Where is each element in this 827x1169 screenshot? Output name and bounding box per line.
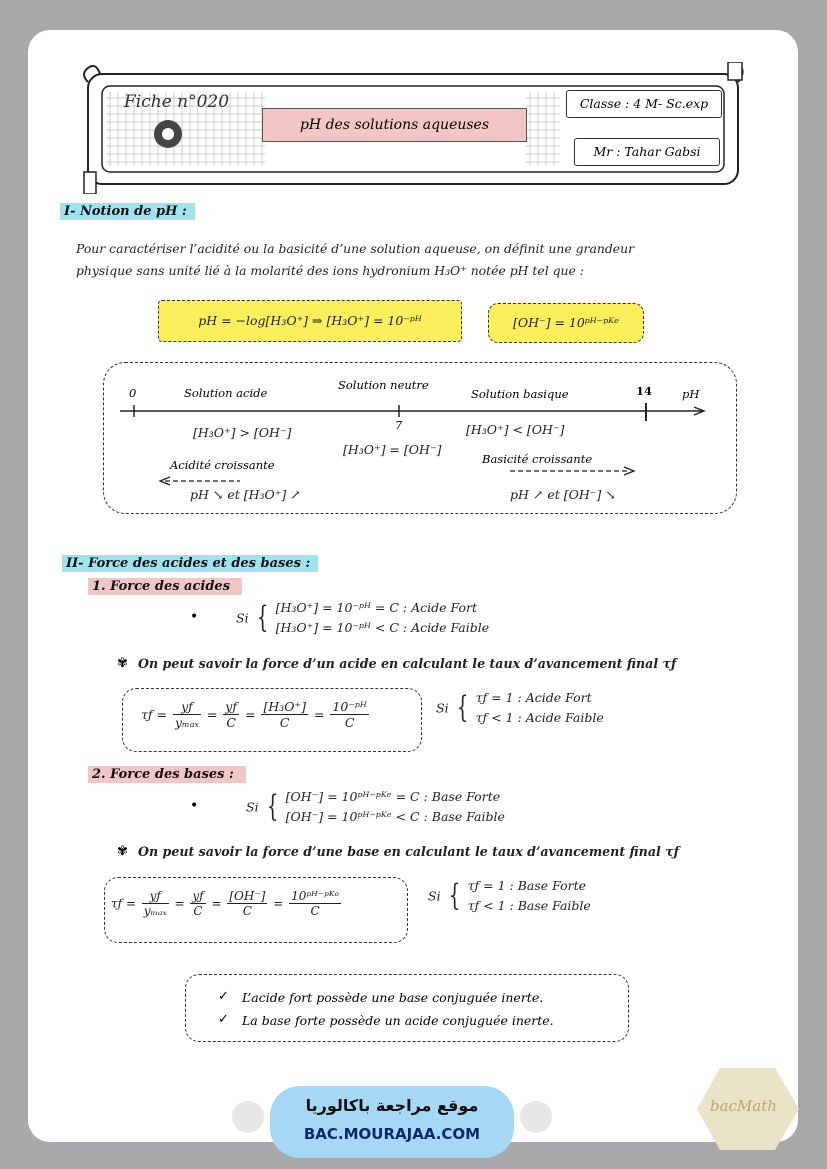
section1-heading: I- Notion de pH :: [60, 203, 195, 220]
label-basic: Solution basique: [471, 387, 569, 401]
acid-trend-detail: pH ↘ et [H₃O⁺] ↗: [190, 487, 301, 502]
check-line-1: L’acide fort possède une base conjuguée inerte.: [242, 990, 544, 1005]
den: C: [193, 904, 203, 918]
footer-logo-right-icon: [520, 1101, 552, 1133]
frac-yf-ymax: [142, 889, 169, 918]
brace-icon: {: [448, 878, 460, 913]
teacher-box: [574, 138, 720, 166]
check-icon: ✓: [218, 1012, 229, 1027]
frac-h3o-c: [261, 699, 308, 730]
intro-line2: physique sans unité lié à la molarité des ions hydronium H₃O⁺ notée pH tel que :: [76, 263, 584, 278]
num: [OH⁻]: [229, 889, 266, 903]
acid-trend-label: Acidité croissante: [170, 458, 275, 472]
den: C: [279, 715, 290, 730]
den: C: [310, 904, 320, 918]
eq: =: [206, 707, 218, 722]
page-title: pH des solutions aqueuses: [299, 117, 490, 133]
acid-tau-case-2: τƒ < 1 : Acide Faible: [475, 710, 604, 725]
acid-tau-cases: [436, 688, 604, 728]
bacmath-logo-text: bacMath: [710, 1097, 777, 1115]
si-label: Si: [236, 610, 249, 626]
label-7: 7: [395, 418, 403, 432]
den: yₘₐₓ: [143, 904, 167, 918]
base-tau-case-1: τƒ = 1 : Base Forte: [467, 878, 587, 893]
frac-yf-c: [223, 699, 239, 730]
footer-banner[interactable]: [270, 1086, 514, 1158]
classe-box: [566, 90, 722, 118]
label-acid: Solution acide: [184, 386, 268, 400]
neutral-relation: [H₃O⁺] = [OH⁻]: [343, 442, 442, 457]
base-tau-box: [104, 877, 408, 943]
flower-icon: ✾: [117, 656, 128, 671]
basic-trend-label: Basicité croissante: [482, 452, 593, 466]
header-title-box: [262, 108, 527, 142]
frac-yf-ymax: [173, 699, 201, 730]
flower-icon: ✾: [117, 844, 128, 859]
frac-oh-c: [227, 889, 267, 918]
formula-box-ph: [158, 300, 462, 342]
den: yₘₐₓ: [174, 715, 199, 730]
num: yƒ: [192, 889, 204, 903]
frac-yf-c: [190, 889, 205, 918]
intro-line1: Pour caractériser l’acidité ou la basicité d’une solution aqueuse, on définit une grandeur: [76, 241, 635, 256]
label-0: 0: [129, 386, 137, 400]
brace-icon: {: [256, 600, 268, 635]
acid-cases: [236, 598, 489, 638]
footer-site-link[interactable]: BAC.MOURAJAA.COM: [303, 1125, 481, 1143]
base-tau-cases: [428, 876, 591, 916]
base-case-1: [OH⁻] = 10ᵖᴴ⁻ᵖᴷᵉ = C : Base Forte: [285, 789, 501, 804]
den: C: [242, 904, 252, 918]
base-tau-case-2: τƒ < 1 : Base Faible: [467, 898, 591, 913]
basic-relation: [H₃O⁺] < [OH⁻]: [466, 422, 565, 437]
num: yƒ: [142, 889, 169, 904]
base-case-2: [OH⁻] = 10ᵖᴴ⁻ᵖᴷᵉ < C : Base Faible: [285, 809, 505, 824]
formula-box-oh: [488, 303, 644, 343]
acid-case-2: [H₃O⁺] = 10⁻ᵖᴴ < C : Acide Faible: [275, 620, 490, 635]
label-neutral: Solution neutre: [338, 378, 429, 392]
base-tau-formula: [111, 889, 343, 918]
num: yƒ: [173, 699, 201, 715]
brace-icon: {: [266, 789, 278, 824]
label-ph-axis: pH: [682, 387, 700, 401]
acid-case-1: [H₃O⁺] = 10⁻ᵖᴴ = C : Acide Fort: [275, 600, 477, 615]
acid-tau-case-1: τƒ = 1 : Acide Fort: [475, 690, 592, 705]
fiche-number: Fiche n°020: [124, 92, 230, 112]
acid-tau-formula: [141, 699, 371, 730]
acid-relation: [H₃O⁺] > [OH⁻]: [193, 425, 292, 440]
footer-arabic: موقع مراجعة باكالوريا: [305, 1096, 479, 1115]
check-line-2: La base forte possède un acide conjuguée inerte.: [242, 1013, 554, 1028]
classe-label: Classe : 4 M- Sc.exp: [579, 96, 709, 111]
base-note: On peut savoir la force d’une base en calculant le taux d’avancement final τƒ: [138, 844, 680, 859]
den: C: [344, 715, 355, 730]
acid-note: On peut savoir la force d’un acide en calculant le taux d’avancement final τƒ: [138, 656, 677, 671]
conjugate-note-box: [185, 974, 629, 1042]
basic-trend-detail: pH ↗ et [OH⁻] ↘: [510, 487, 616, 502]
num: 10⁻ᵖᴴ: [332, 699, 367, 714]
frac-10phpke-c: [289, 889, 341, 918]
tau-symbol: τƒ =: [111, 896, 136, 911]
footer-logo-left-icon: [232, 1101, 264, 1133]
label-14: 14: [636, 384, 653, 398]
eq: =: [313, 707, 325, 722]
sub1-heading: 1. Force des acides: [88, 578, 242, 595]
si-label: Si: [428, 888, 441, 904]
acid-tau-box: [122, 688, 422, 752]
num: 10ᵖᴴ⁻ᵖᴷᵉ: [291, 889, 340, 903]
check-icon: ✓: [218, 989, 229, 1004]
eq: =: [174, 896, 185, 911]
frac-10ph-c: [330, 699, 368, 730]
den: C: [226, 715, 236, 730]
eq: =: [244, 707, 256, 722]
sub2-heading: 2. Force des bases :: [88, 766, 246, 783]
tau-symbol: τƒ =: [141, 707, 167, 722]
brace-icon: {: [456, 690, 468, 725]
bullet-2: •: [190, 798, 199, 814]
eq: =: [273, 896, 284, 911]
formula-oh: [OH⁻] = 10ᵖᴴ⁻ᵖᴷᵉ: [512, 315, 619, 330]
si-label: Si: [436, 700, 449, 716]
section2-heading: II- Force des acides et des bases :: [62, 555, 318, 572]
bullet-1: •: [190, 609, 199, 625]
si-label: Si: [246, 799, 259, 815]
formula-ph: pH = −log[H₃O⁺] ⇒ [H₃O⁺] = 10⁻ᵖᴴ: [198, 313, 422, 328]
num: [H₃O⁺]: [263, 699, 306, 714]
base-cases: [246, 787, 505, 827]
eq: =: [211, 896, 222, 911]
num: yƒ: [225, 699, 237, 714]
teacher-label: Mr : Tahar Gabsi: [593, 144, 701, 159]
